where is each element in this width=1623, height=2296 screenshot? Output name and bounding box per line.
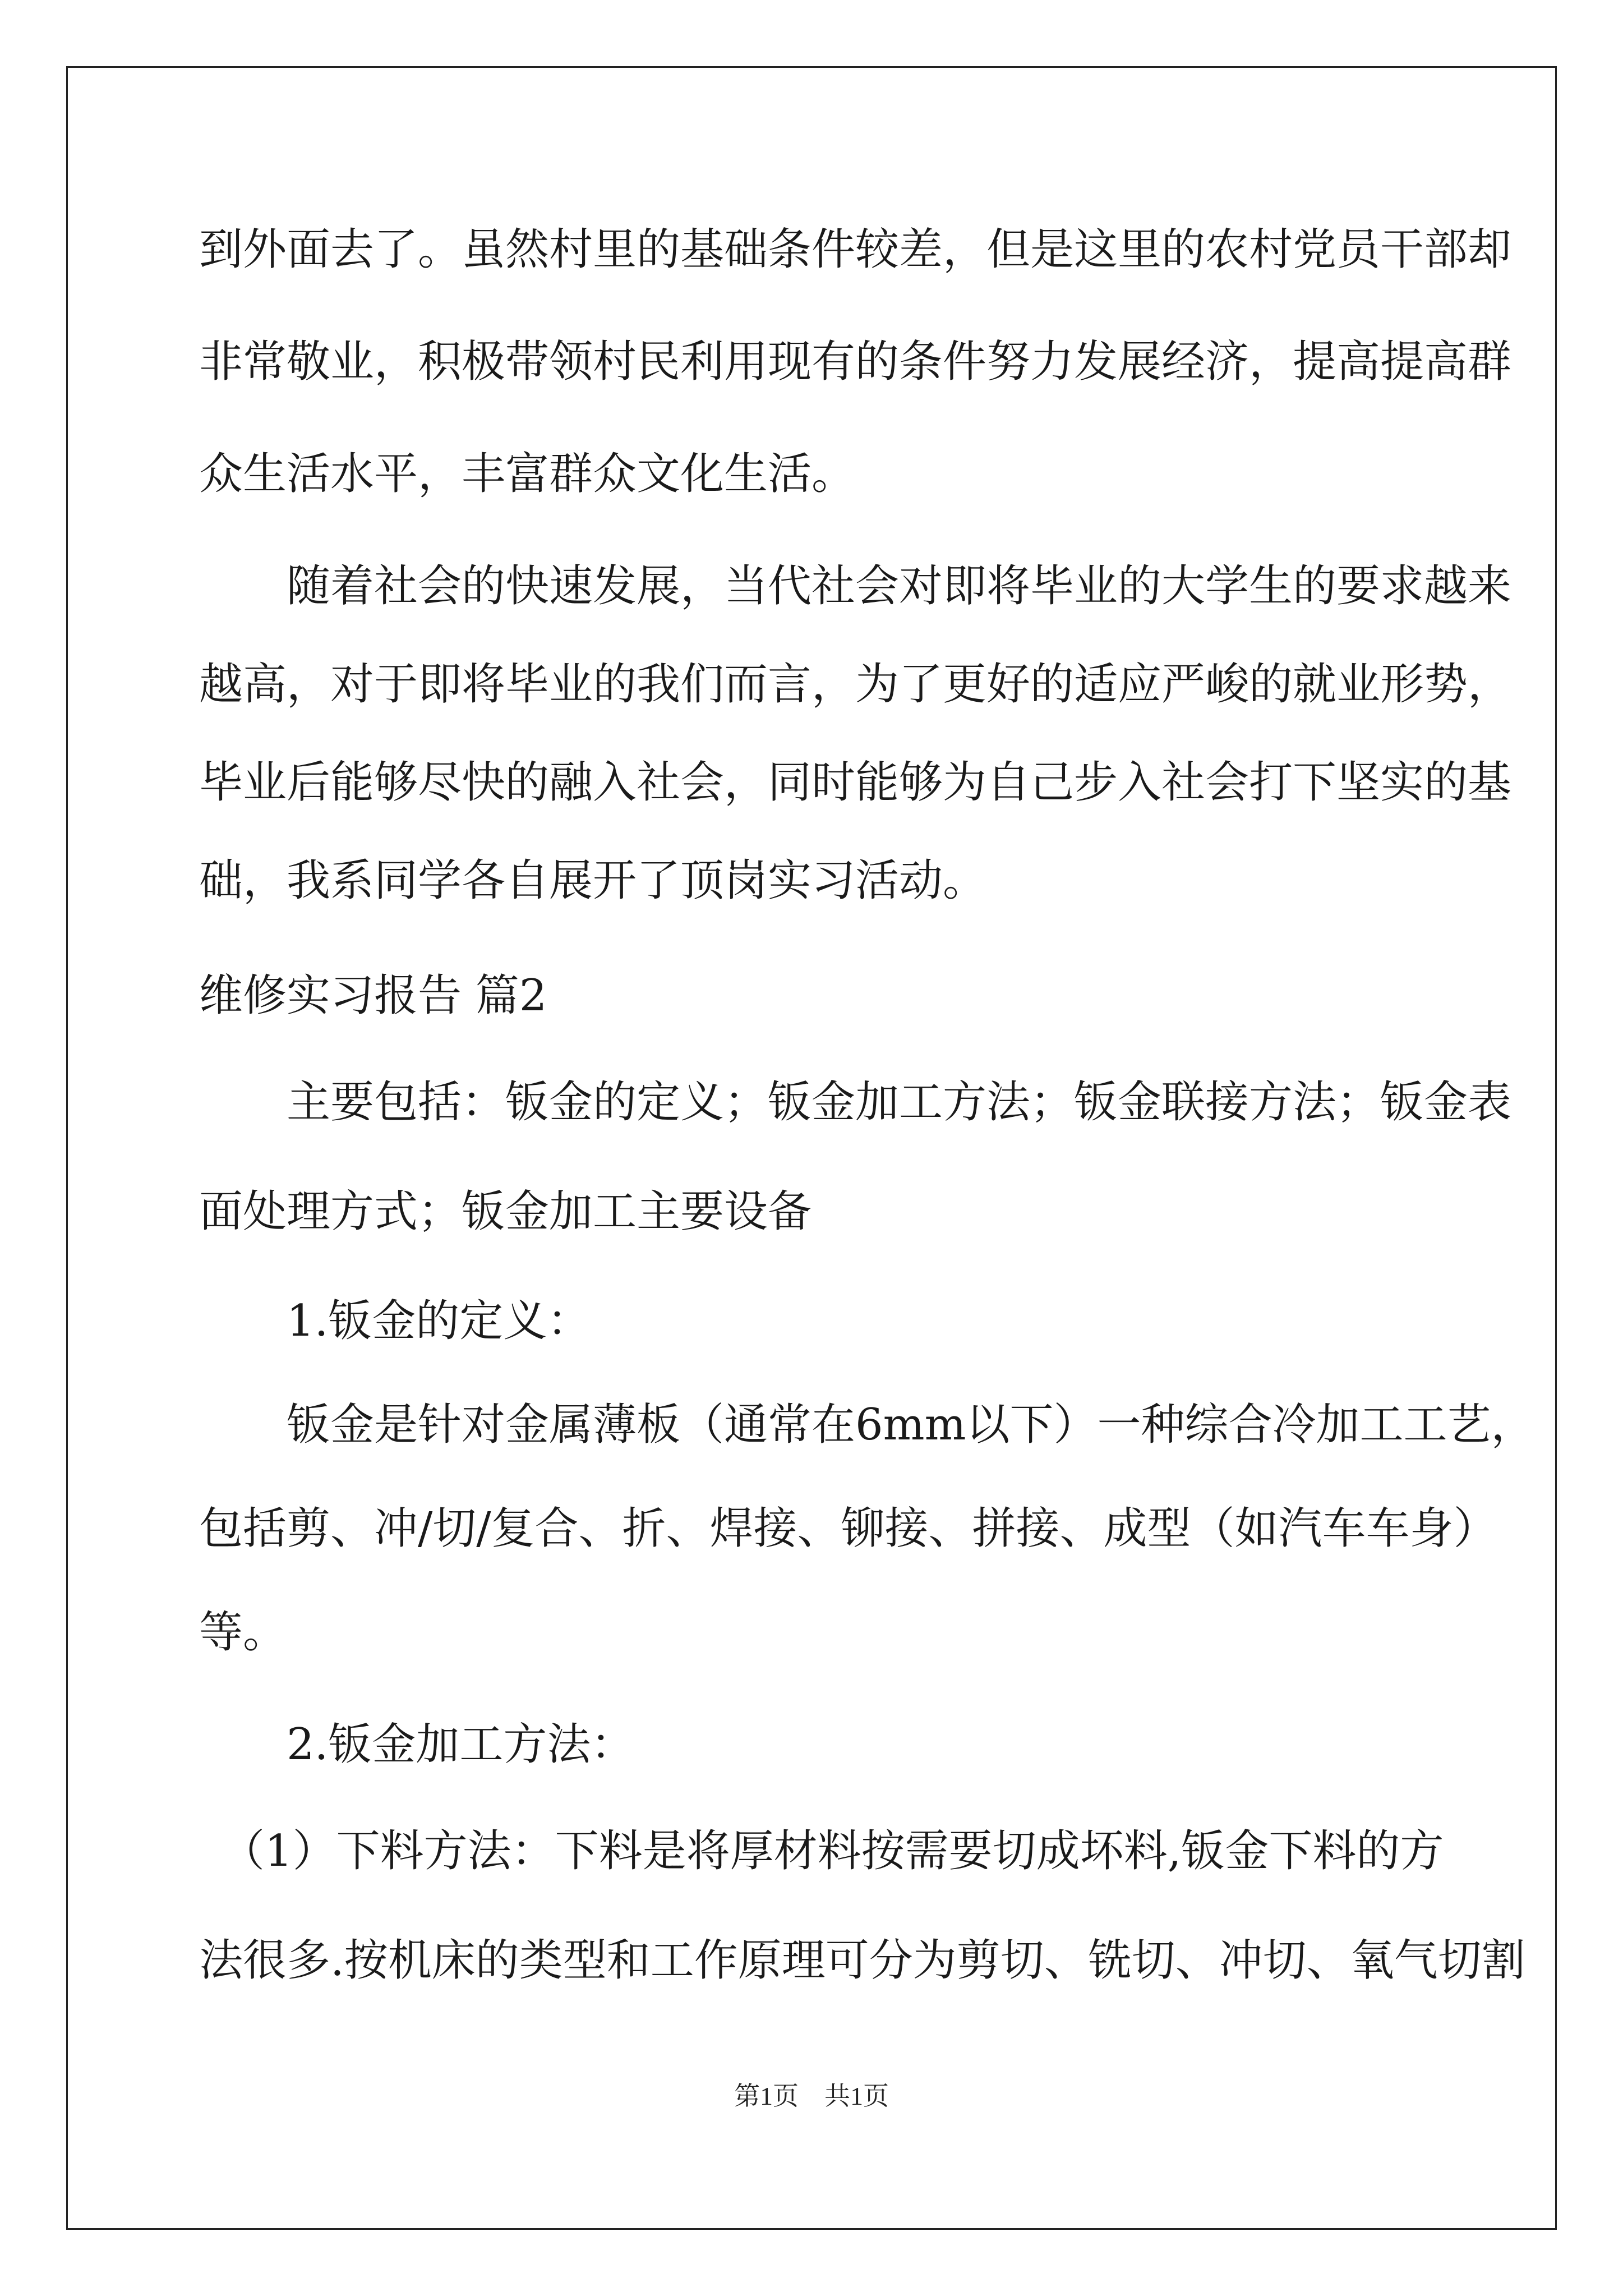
- text-line-15: 2.钣金加工方法：: [199, 1719, 635, 1770]
- page-footer: 第1页 共1页: [734, 2082, 889, 2110]
- text-line-11: 1.钣金的定义：: [199, 1296, 591, 1346]
- text-line-2: 非常敬业，积极带领村民利用现有的条件努力发展经济，提高提高群: [199, 337, 1512, 387]
- text-line-14: 等。: [199, 1607, 287, 1658]
- text-line-10: 面处理方式；钣金加工主要设备: [199, 1186, 812, 1237]
- text-line-1: 到外面去了。虽然村里的基础条件较差，但是这里的农村党员干部却: [199, 224, 1512, 275]
- text-line-7: 础，我系同学各自展开了顶岗实习活动。: [199, 855, 987, 906]
- text-line-12: 钣金是针对金属薄板（通常在6mm以下）一种综合冷加工工艺，: [199, 1400, 1535, 1450]
- section-heading: 维修实习报告 篇2: [199, 970, 547, 1021]
- text-line-13: 包括剪、冲/切/复合、折、焊接、铆接、拼接、成型（如汽车车身）: [199, 1503, 1497, 1554]
- text-line-17: 法很多.按机床的类型和工作原理可分为剪切、铣切、冲切、氧气切割: [199, 1935, 1525, 1986]
- page-border: [66, 66, 1557, 2230]
- text-line-4: 随着社会的快速发展，当代社会对即将毕业的大学生的要求越来: [199, 561, 1512, 611]
- text-line-9: 主要包括：钣金的定义；钣金加工方法；钣金联接方法；钣金表: [199, 1077, 1512, 1128]
- text-line-16: （1）下料方法：下料是将厚材料按需要切成坏料,钣金下料的方: [199, 1826, 1444, 1876]
- text-line-6: 毕业后能够尽快的融入社会，同时能够为自己步入社会打下坚实的基: [199, 757, 1512, 808]
- text-line-3: 众生活水平，丰富群众文化生活。: [199, 449, 856, 499]
- text-line-5: 越高，对于即将毕业的我们而言，为了更好的适应严峻的就业形势，: [199, 659, 1512, 710]
